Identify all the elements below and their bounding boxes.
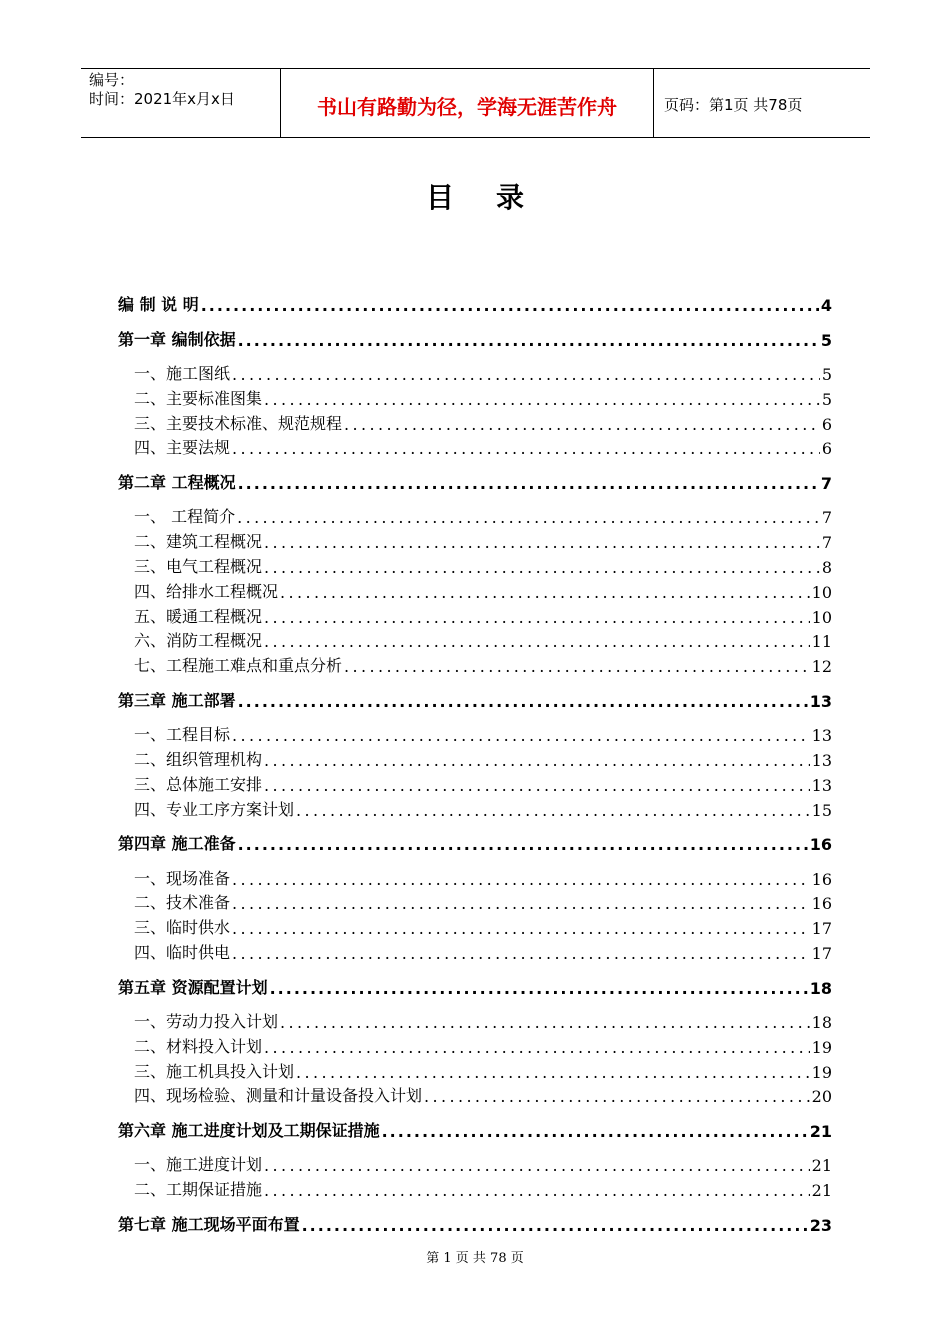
toc-section-entry[interactable]	[134, 504, 832, 527]
toc-entry-label: 第一章 编制依据	[118, 329, 236, 349]
toc-entry-label: 三、总体施工安排	[134, 774, 263, 794]
toc-entry-page-number: 19	[811, 1037, 832, 1057]
toc-leader-dots	[280, 583, 810, 602]
toc-chapter-entry[interactable]	[118, 688, 832, 711]
toc-leader-dots	[201, 296, 819, 315]
toc-entry-page-number: 17	[811, 944, 832, 963]
toc-section-entry[interactable]	[134, 747, 832, 770]
toc-entry-page-number: 15	[811, 800, 832, 820]
toc-entry-page-number: 10	[811, 582, 832, 602]
toc-entry-page-number: 7	[820, 473, 832, 493]
toc-leader-dots	[264, 533, 820, 552]
toc-entry-label: 三、施工机具投入计划	[134, 1061, 295, 1081]
toc-entry-label: 七、工程施工难点和重点分析	[134, 656, 343, 676]
toc-entry-label: 一、工程目标	[134, 725, 231, 745]
toc-entry-page-number: 12	[811, 657, 832, 677]
toc-leader-dots	[270, 979, 808, 998]
toc-entry-page-number: 21	[809, 1121, 832, 1141]
toc-entry-page-number: 19	[811, 1062, 832, 1082]
toc-section-entry[interactable]	[134, 386, 832, 409]
toc-leader-dots	[238, 835, 808, 854]
toc-leader-dots	[264, 1156, 810, 1175]
toc-section-entry[interactable]	[134, 1177, 832, 1200]
toc-entry-label: 一、劳动力投入计划	[134, 1012, 279, 1031]
document-date: 时间：2021年x月x日	[89, 90, 235, 108]
toc-entry-page-number: 16	[811, 869, 832, 889]
toc-section-entry[interactable]	[134, 579, 832, 602]
header-page-info: 页码：第1页 共78页	[664, 95, 803, 114]
document-number-label: 编号：	[89, 71, 135, 89]
toc-section-entry[interactable]	[134, 411, 832, 434]
toc-entry-page-number: 10	[811, 607, 832, 627]
toc-section-entry[interactable]	[134, 1083, 832, 1106]
toc-entry-page-number: 6	[821, 414, 832, 434]
toc-chapter-entry[interactable]	[118, 1212, 832, 1235]
toc-leader-dots	[296, 1063, 810, 1082]
page-footer: 第 1 页 共 78 页	[426, 1251, 524, 1266]
toc-entry-label: 三、临时供水	[134, 918, 231, 938]
toc-entry-page-number: 4	[820, 296, 832, 315]
toc-entry-page-number: 18	[809, 978, 832, 998]
toc-entry-label: 六、消防工程概况	[134, 631, 263, 651]
toc-entry-label: 二、组织管理机构	[134, 750, 263, 769]
toc-entry-page-number: 16	[811, 894, 832, 914]
toc-chapter-entry[interactable]	[118, 831, 832, 854]
toc-entry-page-number: 7	[821, 533, 832, 553]
toc-entry-label: 二、材料投入计划	[134, 1036, 263, 1056]
toc-leader-dots	[232, 870, 810, 889]
toc-leader-dots	[232, 894, 810, 913]
toc-entry-page-number: 13	[811, 775, 832, 795]
toc-leader-dots	[237, 508, 820, 527]
toc-chapter-entry[interactable]	[118, 975, 832, 998]
toc-section-entry[interactable]	[134, 628, 832, 651]
toc-entry-label: 二、工期保证措施	[134, 1180, 263, 1200]
toc-leader-dots	[344, 415, 820, 434]
toc-section-entry[interactable]	[134, 361, 832, 384]
toc-section-entry[interactable]	[134, 604, 832, 627]
toc-chapter-entry[interactable]	[118, 292, 832, 315]
toc-entry-label: 一、 工程简介	[134, 507, 236, 527]
toc-leader-dots	[344, 657, 810, 676]
page-title: 目录	[425, 181, 566, 214]
toc-entry-page-number: 23	[809, 1215, 832, 1235]
toc-section-entry[interactable]	[134, 529, 832, 552]
toc-entry-label: 二、技术准备	[134, 893, 231, 913]
toc-leader-dots	[296, 801, 810, 820]
toc-entry-label: 第二章 工程概况	[118, 472, 236, 492]
toc-section-entry[interactable]	[134, 435, 832, 458]
toc-entry-page-number: 13	[809, 691, 832, 711]
toc-chapter-entry[interactable]	[118, 470, 832, 493]
toc-entry-page-number: 21	[811, 1156, 832, 1176]
toc-leader-dots	[382, 1122, 808, 1141]
toc-entry-label: 第四章 施工准备	[118, 834, 236, 854]
toc-entry-label: 四、现场检验、测量和计量设备投入计划	[134, 1086, 423, 1106]
toc-leader-dots	[232, 365, 820, 384]
toc-entry-page-number: 5	[821, 365, 832, 384]
toc-leader-dots	[264, 1181, 810, 1200]
toc-entry-page-number: 5	[820, 330, 832, 350]
toc-entry-label: 二、主要标准图集	[134, 388, 263, 408]
toc-section-entry[interactable]	[134, 1009, 832, 1032]
toc-entry-label: 四、给排水工程概况	[134, 581, 279, 601]
toc-section-entry[interactable]	[134, 1034, 832, 1057]
toc-leader-dots	[264, 558, 820, 577]
toc-section-entry[interactable]	[134, 890, 832, 913]
toc-section-entry[interactable]	[134, 653, 832, 676]
toc-section-entry[interactable]	[134, 722, 832, 745]
toc-leader-dots	[264, 1038, 810, 1057]
toc-entry-label: 二、建筑工程概况	[134, 532, 263, 552]
toc-section-entry[interactable]	[134, 866, 832, 889]
toc-leader-dots	[232, 919, 810, 938]
toc-entry-page-number: 21	[811, 1181, 832, 1201]
toc-section-entry[interactable]	[134, 797, 832, 820]
toc-entry-label: 第六章 施工进度计划及工期保证措施	[118, 1120, 380, 1140]
toc-entry-page-number: 20	[811, 1087, 832, 1107]
toc-leader-dots	[264, 776, 810, 795]
toc-entry-page-number: 8	[821, 558, 832, 577]
toc-entry-page-number: 13	[811, 751, 832, 770]
toc-leader-dots	[264, 632, 810, 651]
toc-entry-page-number: 16	[809, 835, 832, 855]
toc-leader-dots	[232, 726, 810, 745]
toc-leader-dots	[424, 1087, 810, 1106]
toc-entry-page-number: 18	[811, 1013, 832, 1032]
toc-entry-label: 第三章 施工部署	[118, 690, 236, 710]
toc-section-entry[interactable]	[134, 1059, 832, 1082]
toc-entry-label: 三、电气工程概况	[134, 557, 263, 576]
header-motto: 书山有路勤为径，学海无涯苦作舟	[281, 69, 654, 137]
toc-entry-page-number: 6	[821, 439, 832, 459]
toc-chapter-entry[interactable]	[118, 1118, 832, 1141]
toc-entry-page-number: 7	[821, 508, 832, 528]
toc-entry-label: 编 制 说 明	[118, 295, 199, 314]
toc-leader-dots	[238, 692, 808, 711]
toc-entry-label: 第七章 施工现场平面布置	[118, 1214, 300, 1234]
toc-leader-dots	[232, 944, 810, 963]
toc-entry-page-number: 11	[811, 632, 832, 652]
toc-entry-label: 四、专业工序方案计划	[134, 799, 295, 819]
toc-leader-dots	[280, 1013, 810, 1032]
header-meta	[81, 69, 281, 137]
toc-entry-label: 一、施工图纸	[134, 364, 231, 383]
toc-entry-label: 第五章 资源配置计划	[118, 977, 268, 997]
toc-chapter-entry[interactable]	[118, 327, 832, 350]
toc-entry-page-number: 5	[821, 389, 832, 409]
toc-leader-dots	[238, 331, 819, 350]
toc-entry-page-number: 13	[811, 726, 832, 746]
toc-leader-dots	[264, 751, 810, 770]
toc-leader-dots	[238, 474, 819, 493]
toc-section-entry[interactable]	[134, 915, 832, 938]
toc-leader-dots	[232, 439, 820, 458]
toc-entry-label: 四、临时供电	[134, 943, 231, 962]
toc-entry-label: 三、主要技术标准、规范规程	[134, 413, 343, 433]
toc-entry-label: 一、施工进度计划	[134, 1155, 263, 1175]
toc-entry-page-number: 17	[811, 919, 832, 939]
toc-section-entry[interactable]	[134, 772, 832, 795]
toc-entry-label: 四、主要法规	[134, 438, 231, 458]
toc-leader-dots	[264, 390, 820, 409]
toc-entry-label: 五、暖通工程概况	[134, 606, 263, 626]
toc-section-entry[interactable]	[134, 940, 832, 963]
page-header	[81, 68, 870, 138]
toc-section-entry[interactable]	[134, 1152, 832, 1175]
toc-entry-label: 一、现场准备	[134, 868, 231, 888]
toc-leader-dots	[302, 1216, 808, 1235]
toc-section-entry[interactable]	[134, 554, 832, 577]
toc-leader-dots	[264, 608, 810, 627]
